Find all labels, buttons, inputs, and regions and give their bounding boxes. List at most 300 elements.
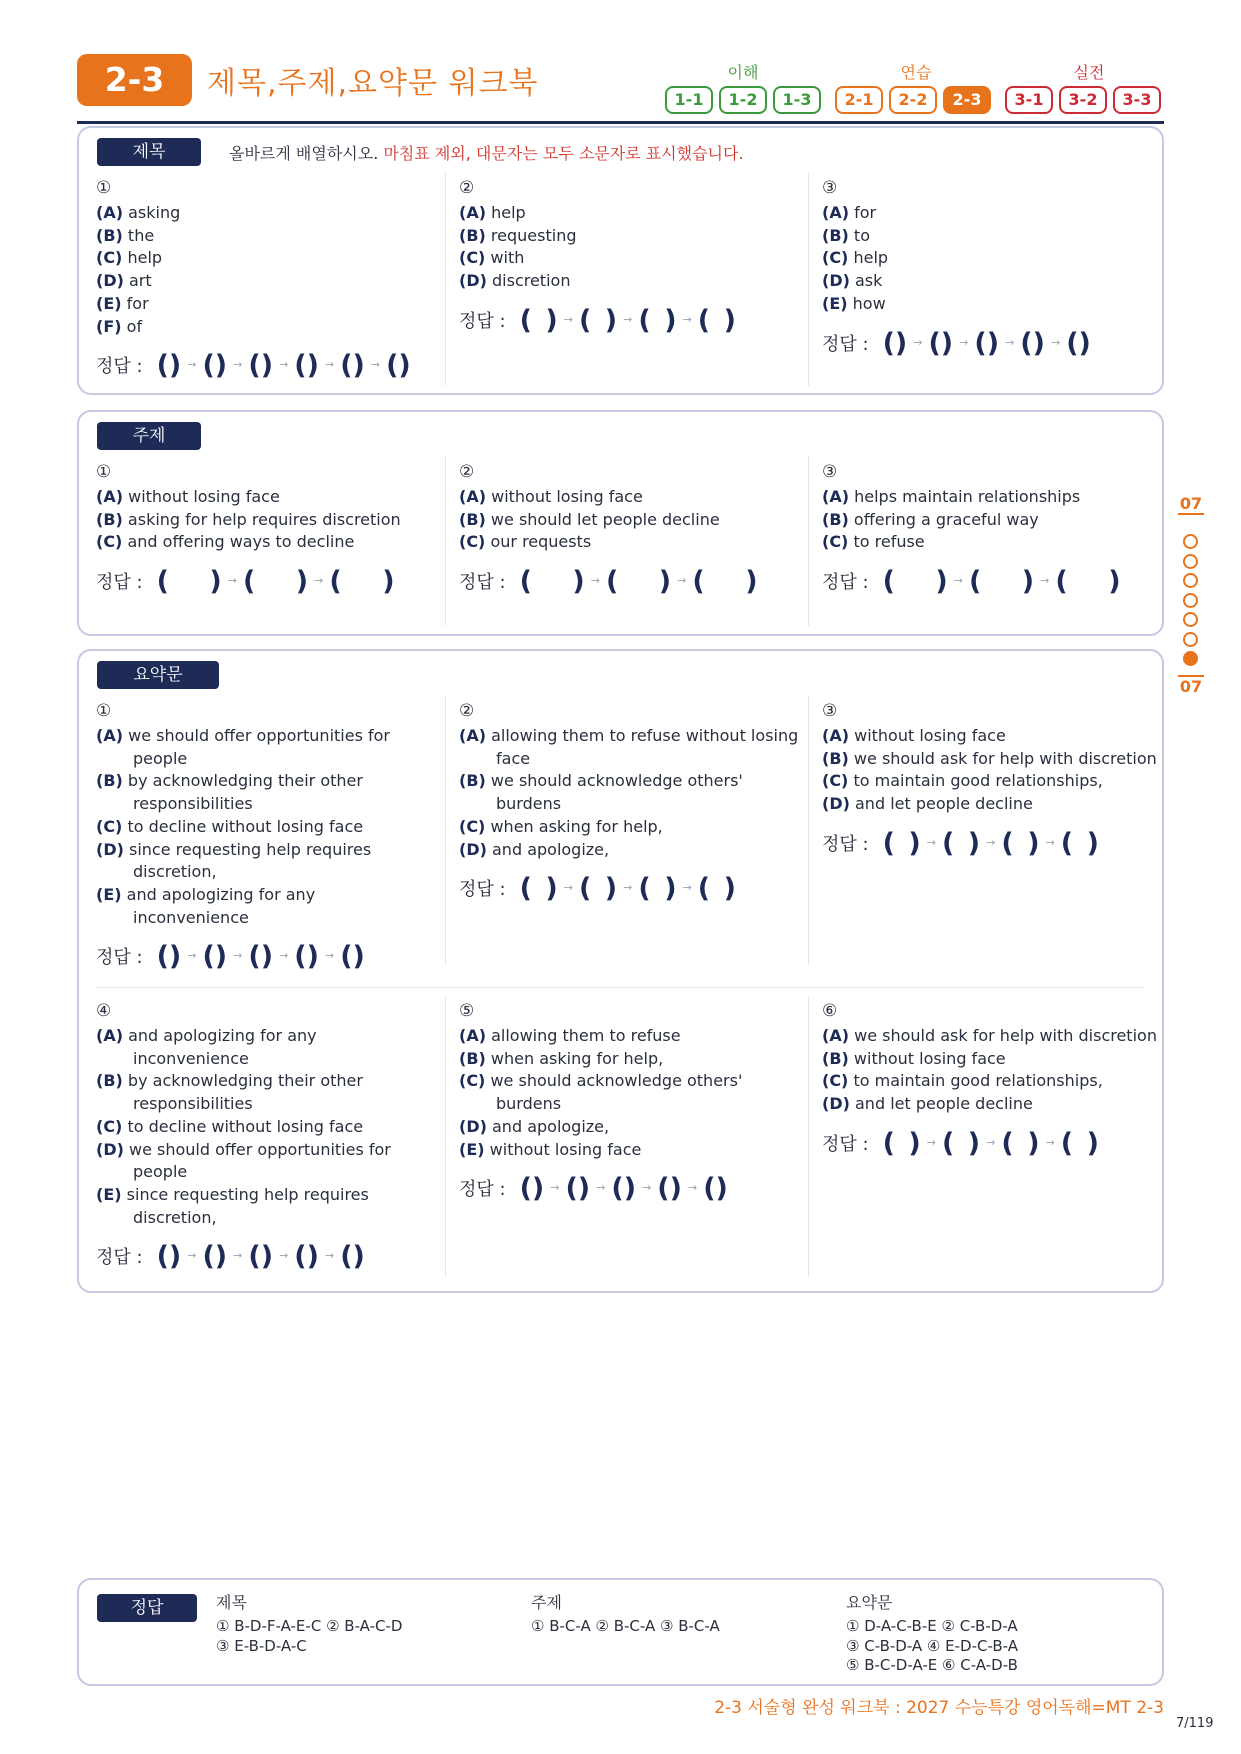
option-item <box>96 1025 436 1070</box>
tab-1-3[interactable]: 1-3 <box>773 86 821 114</box>
progress-dot <box>1183 573 1198 588</box>
title-panel <box>77 126 1164 395</box>
option-item <box>822 270 1162 293</box>
option-item <box>459 202 799 225</box>
option-item <box>459 247 799 270</box>
arrow-icon: → <box>642 1181 652 1195</box>
answer-label: 정답 : <box>96 356 143 378</box>
option-text: since requesting help requires discretion, <box>126 1184 369 1227</box>
answer-line <box>822 326 1162 360</box>
option-letter: (C) <box>96 532 123 552</box>
answer-blank[interactable]: ( ) <box>578 304 618 336</box>
answer-blank[interactable]: ( ) <box>1001 1127 1040 1159</box>
option-item <box>459 531 799 554</box>
section-label-theme: 주제 <box>97 422 201 450</box>
option-item <box>96 1184 436 1229</box>
option-text: with <box>490 248 525 268</box>
footer-title: 2-3 서술형 완성 워크북 : 2027 수능특강 영어독해=MT 2-3 <box>714 1698 1164 1718</box>
question-number: ① <box>96 701 112 721</box>
answer-blank[interactable]: () <box>202 350 228 382</box>
answer-blank[interactable]: ( ) <box>941 827 981 859</box>
answer-key-label: 정답 <box>97 1594 197 1622</box>
option-letter: (E) <box>96 1184 122 1204</box>
option-item <box>822 225 1162 248</box>
option-text: to <box>853 225 870 245</box>
answer-line <box>459 564 799 598</box>
option-text: discretion <box>492 271 571 291</box>
answer-blank[interactable]: ( ) <box>882 827 921 859</box>
answer-key-title: 요약문 <box>846 1593 893 1612</box>
arrow-icon: → <box>563 881 573 895</box>
option-text: and apologizing for any inconvenience <box>126 884 316 927</box>
answer-blank[interactable]: ( ) <box>578 873 618 905</box>
option-item <box>459 1048 799 1071</box>
question-number: ④ <box>96 1001 112 1021</box>
answer-label: 정답 : <box>822 333 869 355</box>
answer-blank[interactable]: () <box>248 1241 274 1273</box>
option-letter: (F) <box>96 316 122 336</box>
progress-dot <box>1183 612 1198 627</box>
option-text: and let people decline <box>855 1094 1033 1114</box>
option-item <box>459 486 799 509</box>
instruction <box>229 141 744 164</box>
option-text: we should ask for help with discretion <box>854 1026 1157 1045</box>
arrow-icon: → <box>187 358 197 372</box>
answer-blank[interactable]: () <box>611 1173 637 1205</box>
answer-blank[interactable]: () <box>1020 327 1045 359</box>
option-letter: (C) <box>822 771 849 791</box>
option-item <box>822 793 1162 816</box>
arrow-icon: → <box>1045 1135 1055 1149</box>
option-text: when asking for help, <box>490 816 663 836</box>
answer-key-line: ③ E-B-D-A-C <box>216 1636 307 1655</box>
column-divider <box>808 997 809 1277</box>
question-block <box>96 462 436 598</box>
option-item <box>459 1116 799 1139</box>
answer-blank[interactable]: () <box>1066 327 1091 359</box>
answer-line <box>96 939 436 973</box>
tab-2-1[interactable]: 2-1 <box>835 86 883 114</box>
arrow-icon: → <box>986 1135 996 1149</box>
answer-blank[interactable]: () <box>386 350 411 382</box>
arrow-icon: → <box>1040 574 1050 588</box>
answer-blank[interactable]: ( ) <box>605 566 672 598</box>
question-block <box>96 701 436 973</box>
option-text: helps maintain relationships <box>854 487 1081 506</box>
answer-label: 정답 : <box>96 947 143 969</box>
option-text: by acknowledging their other responsibilities <box>127 1071 363 1114</box>
answer-line <box>822 1126 1162 1160</box>
progress-dot <box>1183 651 1198 666</box>
group-label-understanding: 이해 <box>727 63 759 82</box>
answer-key-title: 제목 <box>216 1593 247 1612</box>
option-item <box>459 1025 799 1048</box>
option-letter: (D) <box>459 271 487 291</box>
answer-blank[interactable]: ( ) <box>882 566 948 598</box>
question-block <box>96 1001 436 1273</box>
option-letter: (D) <box>822 1094 850 1114</box>
answer-label: 정답 : <box>459 879 506 901</box>
option-text: we should offer opportunities for people <box>129 1139 391 1182</box>
answer-blank[interactable]: () <box>340 1241 365 1273</box>
arrow-icon: → <box>682 881 692 895</box>
group-label-practice: 연습 <box>900 63 932 82</box>
option-letter: (A) <box>459 726 487 745</box>
row-divider <box>96 987 1145 988</box>
option-item <box>822 1070 1162 1093</box>
answer-blank[interactable]: ( ) <box>882 1127 921 1159</box>
option-item <box>822 725 1162 748</box>
option-text: we should acknowledge others' burdens <box>490 1071 743 1114</box>
tab-2-2[interactable]: 2-2 <box>889 86 937 114</box>
answer-blank[interactable]: () <box>156 1241 182 1273</box>
question-block <box>822 701 1162 860</box>
option-letter: (E) <box>96 293 122 313</box>
option-letter: (B) <box>96 1071 123 1091</box>
answer-line <box>459 871 799 905</box>
answer-blank[interactable]: ( ) <box>519 873 558 905</box>
option-item <box>822 1025 1162 1048</box>
option-letter: (C) <box>459 532 486 552</box>
option-item <box>822 1048 1162 1071</box>
option-text: help <box>127 248 163 268</box>
answer-blank[interactable]: () <box>519 1173 545 1205</box>
arrow-icon: → <box>279 1249 289 1263</box>
answer-blank[interactable]: () <box>156 350 182 382</box>
option-letter: (C) <box>822 1071 849 1091</box>
arrow-icon: → <box>187 1249 197 1263</box>
question-block <box>459 701 799 905</box>
answer-blank[interactable]: ( ) <box>1060 827 1099 859</box>
option-letter: (B) <box>822 509 849 529</box>
option-text: asking <box>128 203 181 222</box>
column-divider <box>445 456 446 626</box>
option-item <box>96 531 436 554</box>
answer-blank[interactable]: ( ) <box>638 304 677 336</box>
answer-key-panel <box>77 1578 1164 1686</box>
option-letter: (A) <box>96 726 124 745</box>
option-item <box>96 1116 436 1139</box>
answer-blank[interactable]: () <box>202 941 228 973</box>
question-block <box>459 178 799 337</box>
arrow-icon: → <box>590 574 600 588</box>
option-letter: (B) <box>96 225 123 245</box>
progress-dot <box>1183 554 1198 569</box>
arrow-icon: → <box>279 949 289 963</box>
question-number: ③ <box>822 701 838 721</box>
answer-label: 정답 : <box>459 572 506 594</box>
answer-key-line: ① B-C-A ② B-C-A ③ B-C-A <box>531 1617 720 1635</box>
option-letter: (A) <box>822 487 850 506</box>
answer-blank[interactable]: () <box>565 1173 591 1205</box>
option-text: to maintain good relationships, <box>853 771 1103 791</box>
answer-blank[interactable]: () <box>294 350 319 382</box>
answer-label: 정답 : <box>822 833 869 855</box>
option-text: without losing face <box>128 487 280 506</box>
progress-dot <box>1183 632 1198 647</box>
question-number: ① <box>96 178 112 198</box>
option-item <box>822 247 1162 270</box>
option-item <box>96 247 436 270</box>
lesson-badge: 2-3 <box>77 54 192 106</box>
answer-label: 정답 : <box>822 572 869 594</box>
option-item <box>459 725 799 770</box>
option-item <box>459 225 799 248</box>
page-number: 7/119 <box>1176 1716 1214 1731</box>
theme-panel <box>77 410 1164 636</box>
option-text: since requesting help requires discretion, <box>129 839 372 882</box>
arrow-icon: → <box>1050 335 1061 349</box>
option-item <box>459 770 799 815</box>
instruction-text: 올바르게 배열하시오. <box>229 144 379 163</box>
answer-blank[interactable]: () <box>657 1173 682 1205</box>
answer-blank[interactable]: ( ) <box>329 566 395 598</box>
answer-key-line: ① B-D-F-A-E-C ② B-A-C-D <box>216 1617 403 1635</box>
option-text: we should ask for help with discretion <box>853 748 1157 768</box>
option-text: for <box>854 203 877 222</box>
tab-2-3[interactable]: 2-3 <box>943 86 991 114</box>
answer-label: 정답 : <box>96 1247 143 1269</box>
option-text: and apologizing for any inconvenience <box>128 1026 317 1068</box>
answer-blank[interactable]: () <box>928 327 954 359</box>
answer-key-column <box>216 1591 402 1656</box>
answer-blank[interactable]: ( ) <box>1001 827 1040 859</box>
option-item <box>96 1070 436 1115</box>
option-text: allowing them to refuse <box>491 1026 681 1045</box>
option-letter: (A) <box>96 203 124 222</box>
option-text: and apologize, <box>492 1116 610 1136</box>
option-letter: (D) <box>96 271 124 291</box>
column-divider <box>445 997 446 1277</box>
option-item <box>822 770 1162 793</box>
arrow-icon: → <box>324 358 335 372</box>
answer-key-line: ① D-A-C-B-E ② C-B-D-A <box>846 1617 1018 1635</box>
tab-1-1[interactable]: 1-1 <box>665 86 713 114</box>
page-title: 제목,주제,요약문 워크북 <box>207 66 539 101</box>
answer-key-title: 주제 <box>531 1593 562 1612</box>
answer-line <box>822 564 1162 598</box>
answer-blank[interactable]: () <box>703 1173 728 1205</box>
arrow-icon: → <box>314 574 324 588</box>
option-text: without losing face <box>853 1048 1006 1068</box>
answer-key-column <box>531 1591 720 1637</box>
progress-dot <box>1183 593 1198 608</box>
option-text: to refuse <box>853 532 925 552</box>
question-block <box>96 178 436 382</box>
option-item <box>822 509 1162 532</box>
answer-label: 정답 : <box>96 572 143 594</box>
answer-key-line: ⑤ B-C-D-A-E ⑥ C-A-D-B <box>846 1656 1018 1674</box>
option-text: requesting <box>490 225 577 245</box>
arrow-icon: → <box>623 881 633 895</box>
tab-1-2[interactable]: 1-2 <box>719 86 767 114</box>
answer-key-line: ③ C-B-D-A ④ E-D-C-B-A <box>846 1636 1018 1655</box>
option-text: the <box>127 225 155 245</box>
option-text: asking for help requires discretion <box>127 509 401 529</box>
answer-blank[interactable]: ( ) <box>692 566 758 598</box>
option-text: to decline without losing face <box>127 1116 364 1136</box>
option-letter: (D) <box>96 839 124 859</box>
arrow-icon: → <box>279 358 289 372</box>
answer-blank[interactable]: ( ) <box>697 304 736 336</box>
option-item <box>96 839 436 884</box>
option-text: of <box>126 316 143 336</box>
tab-3-1[interactable]: 3-1 <box>1005 86 1053 114</box>
answer-blank[interactable]: ( ) <box>519 304 558 336</box>
progress-dot <box>1183 534 1198 549</box>
answer-blank[interactable]: () <box>294 1241 319 1273</box>
option-letter: (C) <box>459 248 486 268</box>
answer-blank[interactable]: () <box>248 350 274 382</box>
tab-3-2[interactable]: 3-2 <box>1059 86 1107 114</box>
option-letter: (B) <box>822 748 849 768</box>
option-item <box>822 202 1162 225</box>
arrow-icon: → <box>1045 835 1055 849</box>
answer-blank[interactable]: () <box>156 941 182 973</box>
option-text: how <box>852 293 886 313</box>
arrow-icon: → <box>953 574 963 588</box>
arrow-icon: → <box>596 1181 606 1195</box>
question-block <box>822 462 1162 598</box>
answer-blank[interactable]: () <box>294 941 319 973</box>
answer-blank[interactable]: ( ) <box>242 566 309 598</box>
option-letter: (C) <box>459 816 486 836</box>
answer-line <box>96 1239 436 1273</box>
option-text: and let people decline <box>855 794 1033 814</box>
answer-blank[interactable]: ( ) <box>156 566 222 598</box>
option-item <box>96 1139 436 1184</box>
arrow-icon: → <box>1005 335 1015 349</box>
option-letter: (B) <box>96 509 123 529</box>
option-item <box>459 839 799 862</box>
tab-3-3[interactable]: 3-3 <box>1113 86 1161 114</box>
option-item <box>96 509 436 532</box>
answer-blank[interactable]: () <box>340 941 365 973</box>
option-item <box>822 486 1162 509</box>
question-block <box>822 1001 1162 1160</box>
column-divider <box>808 456 809 626</box>
arrow-icon: → <box>682 312 692 326</box>
answer-blank[interactable]: () <box>340 350 365 382</box>
arrow-icon: → <box>623 312 633 326</box>
answer-key-column <box>846 1591 1018 1676</box>
answer-blank[interactable]: () <box>974 327 1000 359</box>
answer-line <box>822 826 1162 860</box>
option-text: we should offer opportunities for people <box>128 726 390 768</box>
arrow-icon: → <box>324 949 335 963</box>
option-letter: (B) <box>459 771 486 791</box>
option-text: and offering ways to decline <box>127 532 355 552</box>
question-number: ③ <box>822 178 838 198</box>
option-item <box>459 270 799 293</box>
arrow-icon: → <box>687 1181 698 1195</box>
answer-blank[interactable]: () <box>882 327 908 359</box>
option-text: when asking for help, <box>490 1048 664 1068</box>
question-number: ② <box>459 462 475 482</box>
option-letter: (B) <box>822 225 849 245</box>
arrow-icon: → <box>370 358 381 372</box>
arrow-icon: → <box>187 949 197 963</box>
option-letter: (E) <box>459 1139 485 1159</box>
option-text: to maintain good relationships, <box>853 1071 1103 1091</box>
question-number: ③ <box>822 462 838 482</box>
header-rule <box>77 121 1164 124</box>
question-number: ① <box>96 462 112 482</box>
answer-blank[interactable]: ( ) <box>941 1127 981 1159</box>
option-text: without losing face <box>489 1139 642 1159</box>
option-item <box>459 1070 799 1115</box>
option-letter: (A) <box>459 1026 487 1045</box>
answer-blank[interactable]: () <box>248 941 274 973</box>
instruction-note: 마침표 제외, 대문자는 모두 소문자로 표시했습니다. <box>378 144 744 163</box>
option-letter: (C) <box>96 816 123 836</box>
answer-line <box>459 1171 799 1205</box>
question-block <box>459 462 799 598</box>
option-letter: (C) <box>96 248 123 268</box>
option-letter: (D) <box>459 1116 487 1136</box>
option-item <box>459 1139 799 1162</box>
arrow-icon: → <box>913 335 923 349</box>
answer-blank[interactable]: () <box>202 1241 228 1273</box>
option-item <box>822 748 1162 771</box>
column-divider <box>445 695 446 965</box>
answer-blank[interactable]: ( ) <box>968 566 1035 598</box>
answer-blank[interactable]: ( ) <box>519 566 585 598</box>
option-text: our requests <box>490 532 592 552</box>
option-letter: (D) <box>822 271 850 291</box>
option-text: help <box>491 203 526 222</box>
option-letter: (C) <box>822 532 849 552</box>
option-letter: (A) <box>459 203 487 222</box>
option-letter: (E) <box>822 293 848 313</box>
arrow-icon: → <box>324 1249 335 1263</box>
option-text: for <box>126 293 149 313</box>
option-letter: (A) <box>822 1026 850 1045</box>
option-letter: (D) <box>822 794 850 814</box>
option-text: we should let people decline <box>490 509 720 529</box>
answer-label: 정답 : <box>459 1179 506 1201</box>
option-item <box>822 293 1162 316</box>
option-letter: (C) <box>96 1116 123 1136</box>
answer-label: 정답 : <box>822 1133 869 1155</box>
answer-blank[interactable]: ( ) <box>638 873 677 905</box>
option-item <box>822 531 1162 554</box>
option-letter: (E) <box>96 884 122 904</box>
option-text: we should acknowledge others' burdens <box>490 771 743 814</box>
answer-line <box>96 564 436 598</box>
option-letter: (A) <box>96 487 124 506</box>
answer-blank[interactable]: ( ) <box>1060 1127 1099 1159</box>
option-text: by acknowledging their other responsibilities <box>127 771 363 814</box>
answer-blank[interactable]: ( ) <box>1055 566 1121 598</box>
option-text: allowing them to refuse without losing face <box>491 726 799 768</box>
option-item <box>96 316 436 339</box>
arrow-icon: → <box>563 312 573 326</box>
option-letter: (C) <box>459 1071 486 1091</box>
option-item <box>96 225 436 248</box>
option-item <box>96 725 436 770</box>
option-text: to decline without losing face <box>127 816 364 836</box>
option-letter: (B) <box>459 509 486 529</box>
option-text: ask <box>855 271 883 291</box>
arrow-icon: → <box>926 1135 936 1149</box>
option-letter: (D) <box>96 1139 124 1159</box>
section-label-title: 제목 <box>97 138 201 166</box>
option-letter: (D) <box>459 839 487 859</box>
option-letter: (B) <box>459 225 486 245</box>
answer-blank[interactable]: ( ) <box>697 873 736 905</box>
option-letter: (B) <box>96 771 123 791</box>
